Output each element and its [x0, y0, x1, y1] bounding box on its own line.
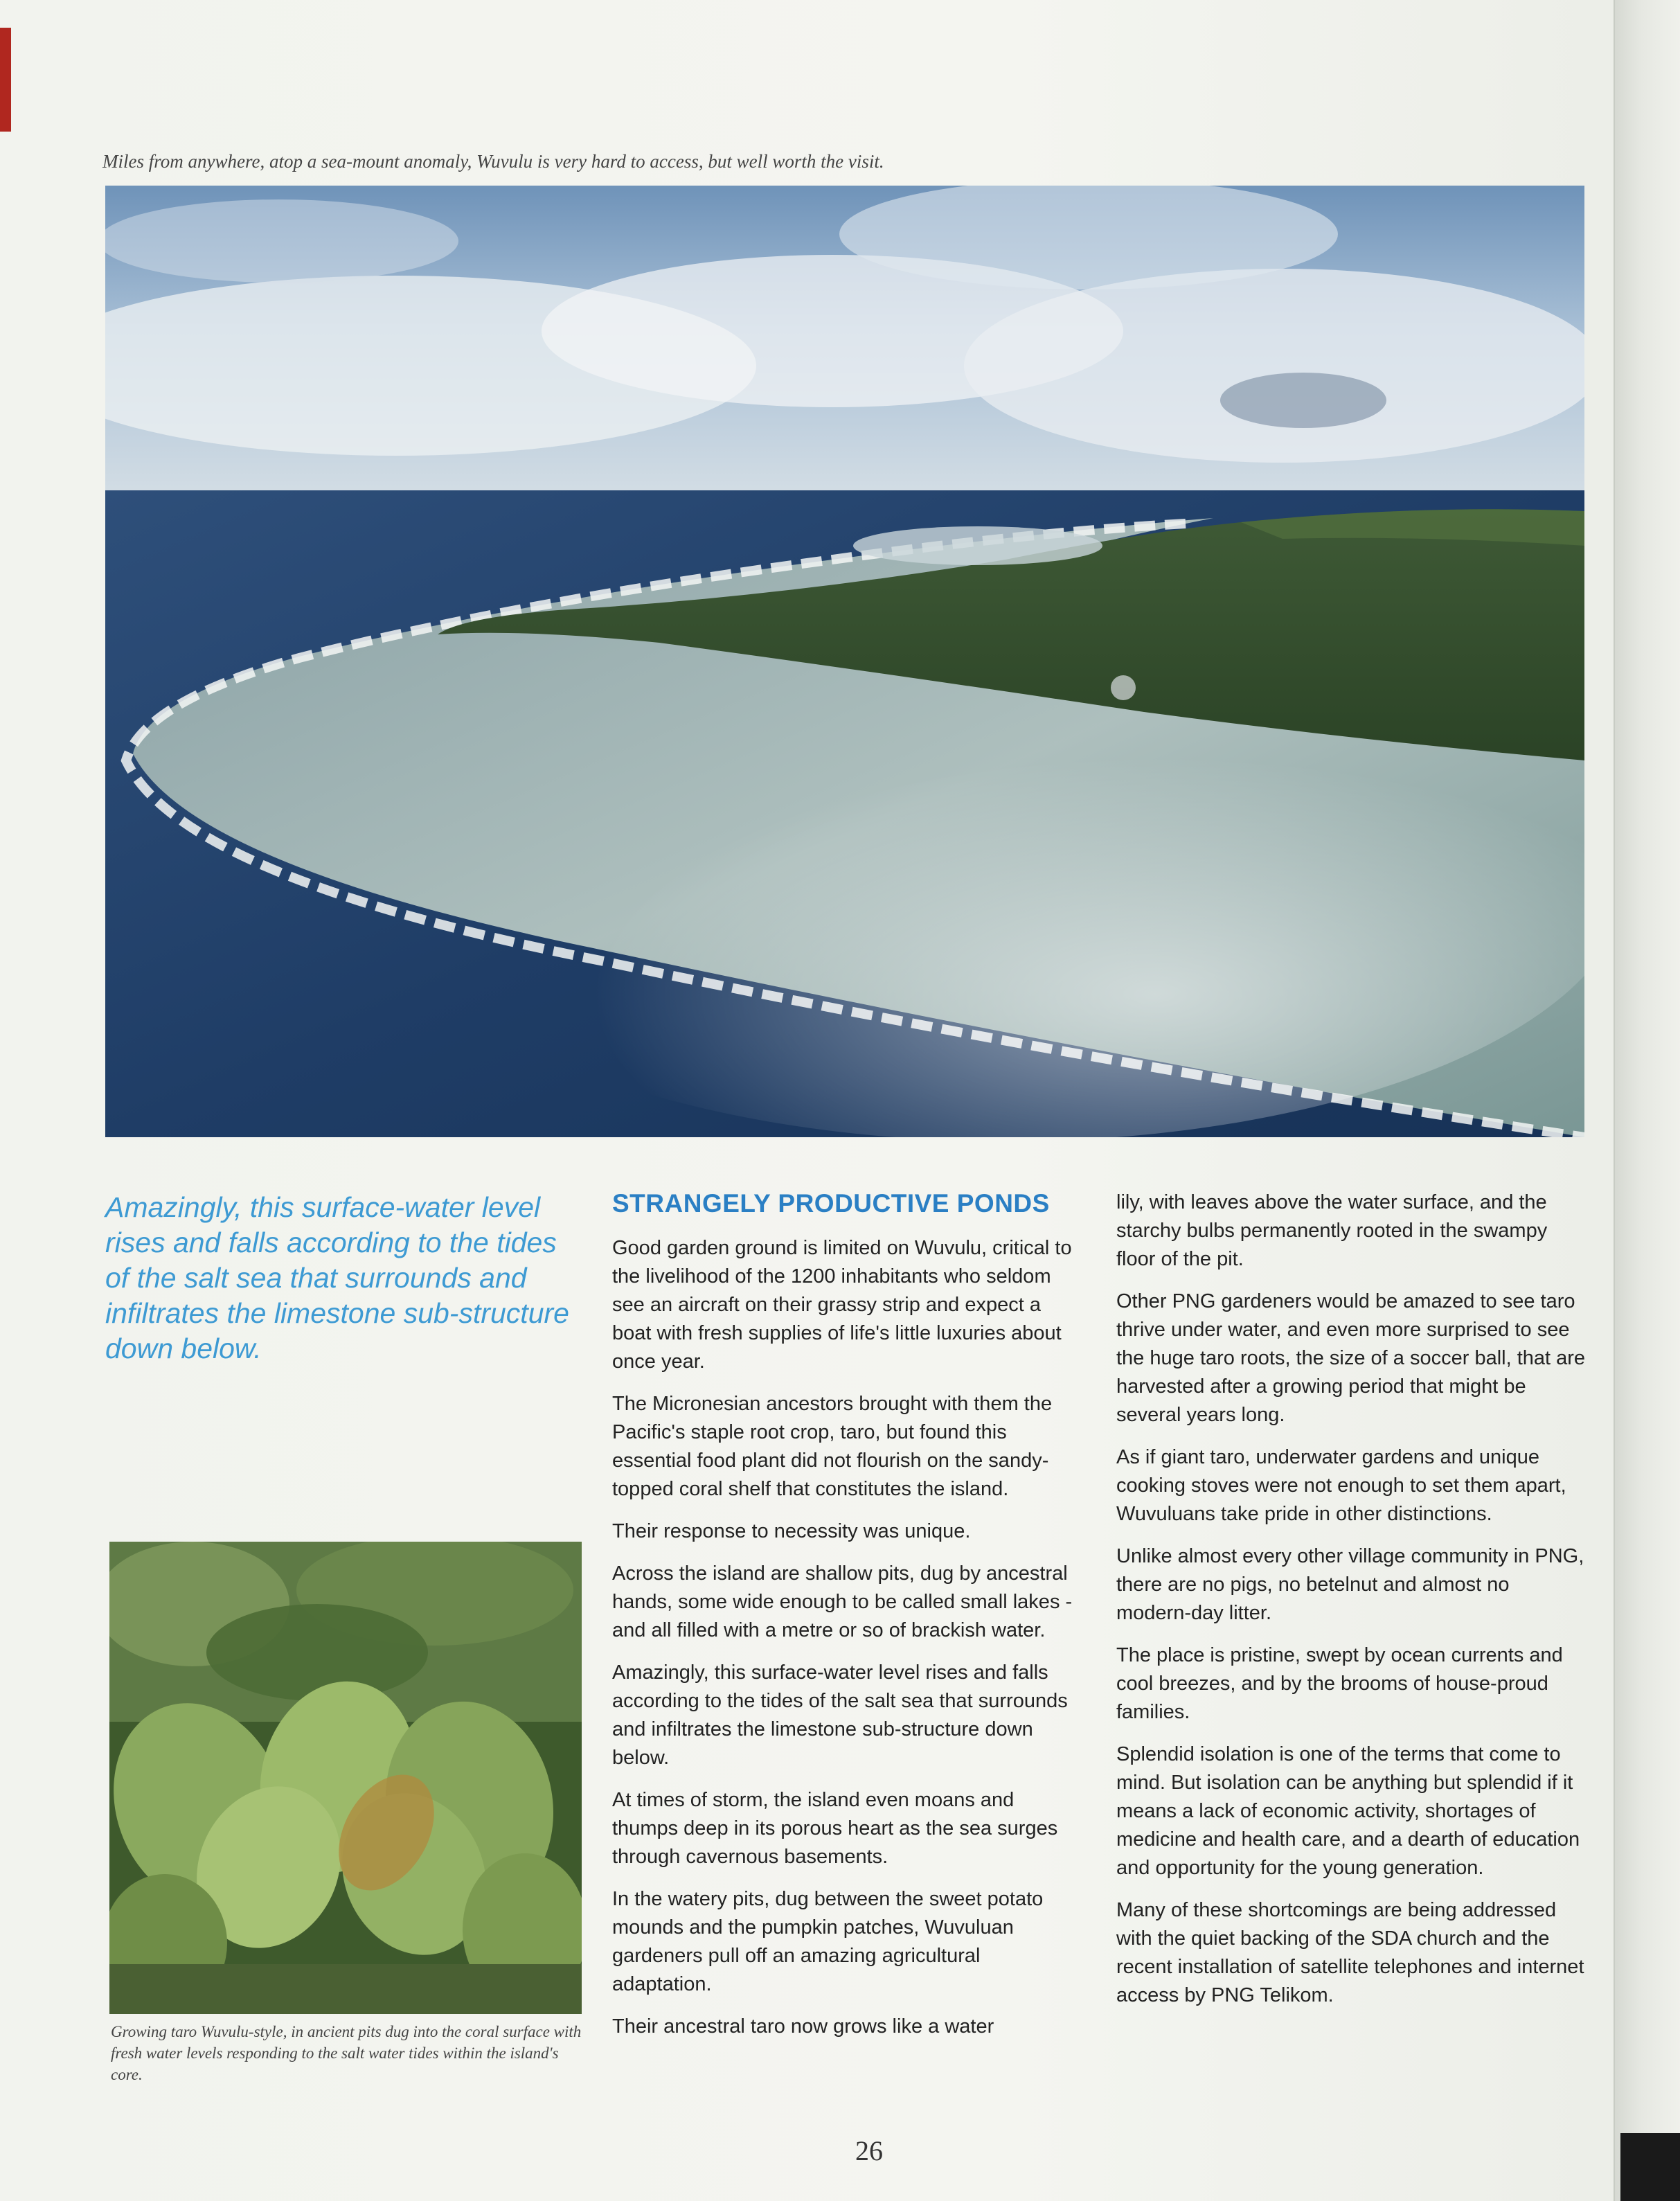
page-number: 26 — [855, 2135, 883, 2166]
paragraph: lily, with leaves above the water surface, and the starchy bulbs permanently rooted in the swampy floor of the pit. — [1116, 1191, 1548, 1270]
aerial-photo-wuvulu — [105, 186, 1584, 1137]
page-corner-shadow — [1620, 2133, 1680, 2201]
paragraph: Unlike almost every other village community in PNG, there are no pigs, no betelnut and almost no modern-day litter. — [1116, 1545, 1584, 1624]
paragraph: Good garden ground is limited on Wuvulu, critical to the livelihood of the 1200 inhabitants who seldom see an aircraft on their grassy strip and expect a boat with fresh supplies of life's little luxuries about once year. — [612, 1237, 1072, 1373]
taro-garden-photo — [109, 1542, 582, 2014]
taro-photo-caption: Growing taro Wuvulu-style, in ancient pits dug into the coral surface with fresh water levels responding to the salt water tides within the island's core. — [111, 2023, 582, 2083]
paragraph: Other PNG gardeners would be amazed to see taro thrive under water, and even more surprised to see the huge taro roots, the size of a soccer ball, that are harvested after a growing period that might be several years long. — [1116, 1290, 1586, 1426]
paragraph: Across the island are shallow pits, dug by ancestral hands, some wide enough to be called small lakes - and all filled with a metre or so of brackish water. — [612, 1562, 1073, 1641]
photo-caption-top: Miles from anywhere, atop a sea-mount anomaly, Wuvulu is very hard to access, but well worth the visit. — [102, 151, 884, 172]
adjacent-page-edge — [1614, 0, 1680, 2201]
paragraph: The Micronesian ancestors brought with them the Pacific's staple root crop, taro, but found this essential food plant did not flourish on the sandy-topped coral shelf that constitutes the island. — [612, 1393, 1053, 1500]
article-column-middle — [612, 1188, 1083, 2055]
pull-quote: Amazingly, this surface-water level rises and falls according to the tides of the salt sea that surrounds and infiltrates the limestone sub-structure down below. — [105, 1191, 569, 1364]
article-heading: STRANGELY PRODUCTIVE PONDS — [612, 1189, 1050, 1218]
paragraph: In the watery pits, dug between the sweet potato mounds and the pumpkin patches, Wuvuluan gardeners pull off an amazing agricultural adaptation. — [612, 1888, 1044, 1995]
paragraph: At times of storm, the island even moans and thumps deep in its porous heart as the sea surges through cavernous basements. — [612, 1789, 1058, 1868]
paragraph: Splendid isolation is one of the terms that come to mind. But isolation can be anything but splendid if it means a lack of economic activity, shortages of medicine and health care, and a dearth of education and opportunity for the young generation. — [1116, 1743, 1580, 1879]
paragraph: Their ancestral taro now grows like a water — [612, 2015, 994, 2038]
article-column-right — [1116, 1188, 1587, 2024]
paragraph: Their response to necessity was unique. — [612, 1520, 971, 1542]
paragraph: Many of these shortcomings are being addressed with the quiet backing of the SDA church and the recent installation of satellite telephones and internet access by PNG Telikom. — [1116, 1899, 1584, 2006]
paragraph: Amazingly, this surface-water level rises and falls according to the tides of the salt sea that surrounds and infiltrates the limestone sub-structure down below. — [612, 1661, 1068, 1769]
paragraph: The place is pristine, swept by ocean currents and cool breezes, and by the brooms of house-proud families. — [1116, 1644, 1563, 1723]
binding-mark — [0, 28, 11, 132]
paragraph: As if giant taro, underwater gardens and unique cooking stoves were not enough to set them apart, Wuvuluans take pride in other distinctions. — [1116, 1446, 1566, 1525]
